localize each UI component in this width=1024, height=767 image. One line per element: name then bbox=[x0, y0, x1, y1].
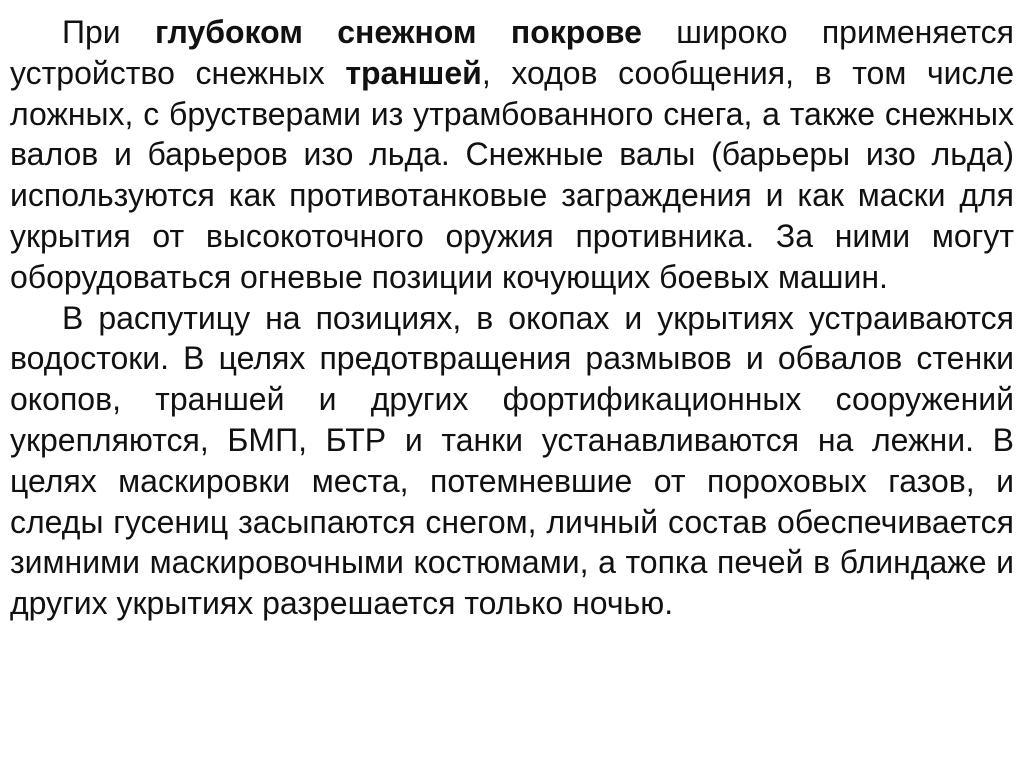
paragraph-1-text-1: При bbox=[62, 14, 155, 50]
paragraph-1-bold-2: траншей bbox=[345, 54, 482, 91]
paragraph-1-text-3: , ходов сообщения, в том числе ложных, с брустверами из утрамбованного снега, а также снежных валов и барьеров изо льда. Снежные валы (барьеры изо льда) используются как противотанковые заграждения и как маски для укрытия от высокоточного оружия противника. За ними могут оборудоваться огневые позиции кочующих боевых машин. bbox=[10, 54, 1015, 295]
paragraph-2: В распутицу на позициях, в окопах и укрытиях устраиваются водостоки. В целях предотвращения размывов и обвалов стенки окопов, траншей и других фортификационных сооружений укрепляются, БМП, БТР и танки устанавливаются на лежни. В целях маскировки места, потемневшие от пороховых газов, и следы гусениц засыпаются снегом, личный состав обеспечивается зимними маскировочными костюмами, а топка печей в блиндаже и других укрытиях разрешается только ночью. bbox=[10, 299, 1014, 622]
paragraph-1 bbox=[10, 12, 1014, 298]
paragraph-1-text-2: широко применяется устройство снежных bbox=[10, 14, 1015, 91]
document-body bbox=[10, 12, 1014, 624]
paragraph-1-bold-1: глубоком снежном покрове bbox=[155, 14, 642, 50]
